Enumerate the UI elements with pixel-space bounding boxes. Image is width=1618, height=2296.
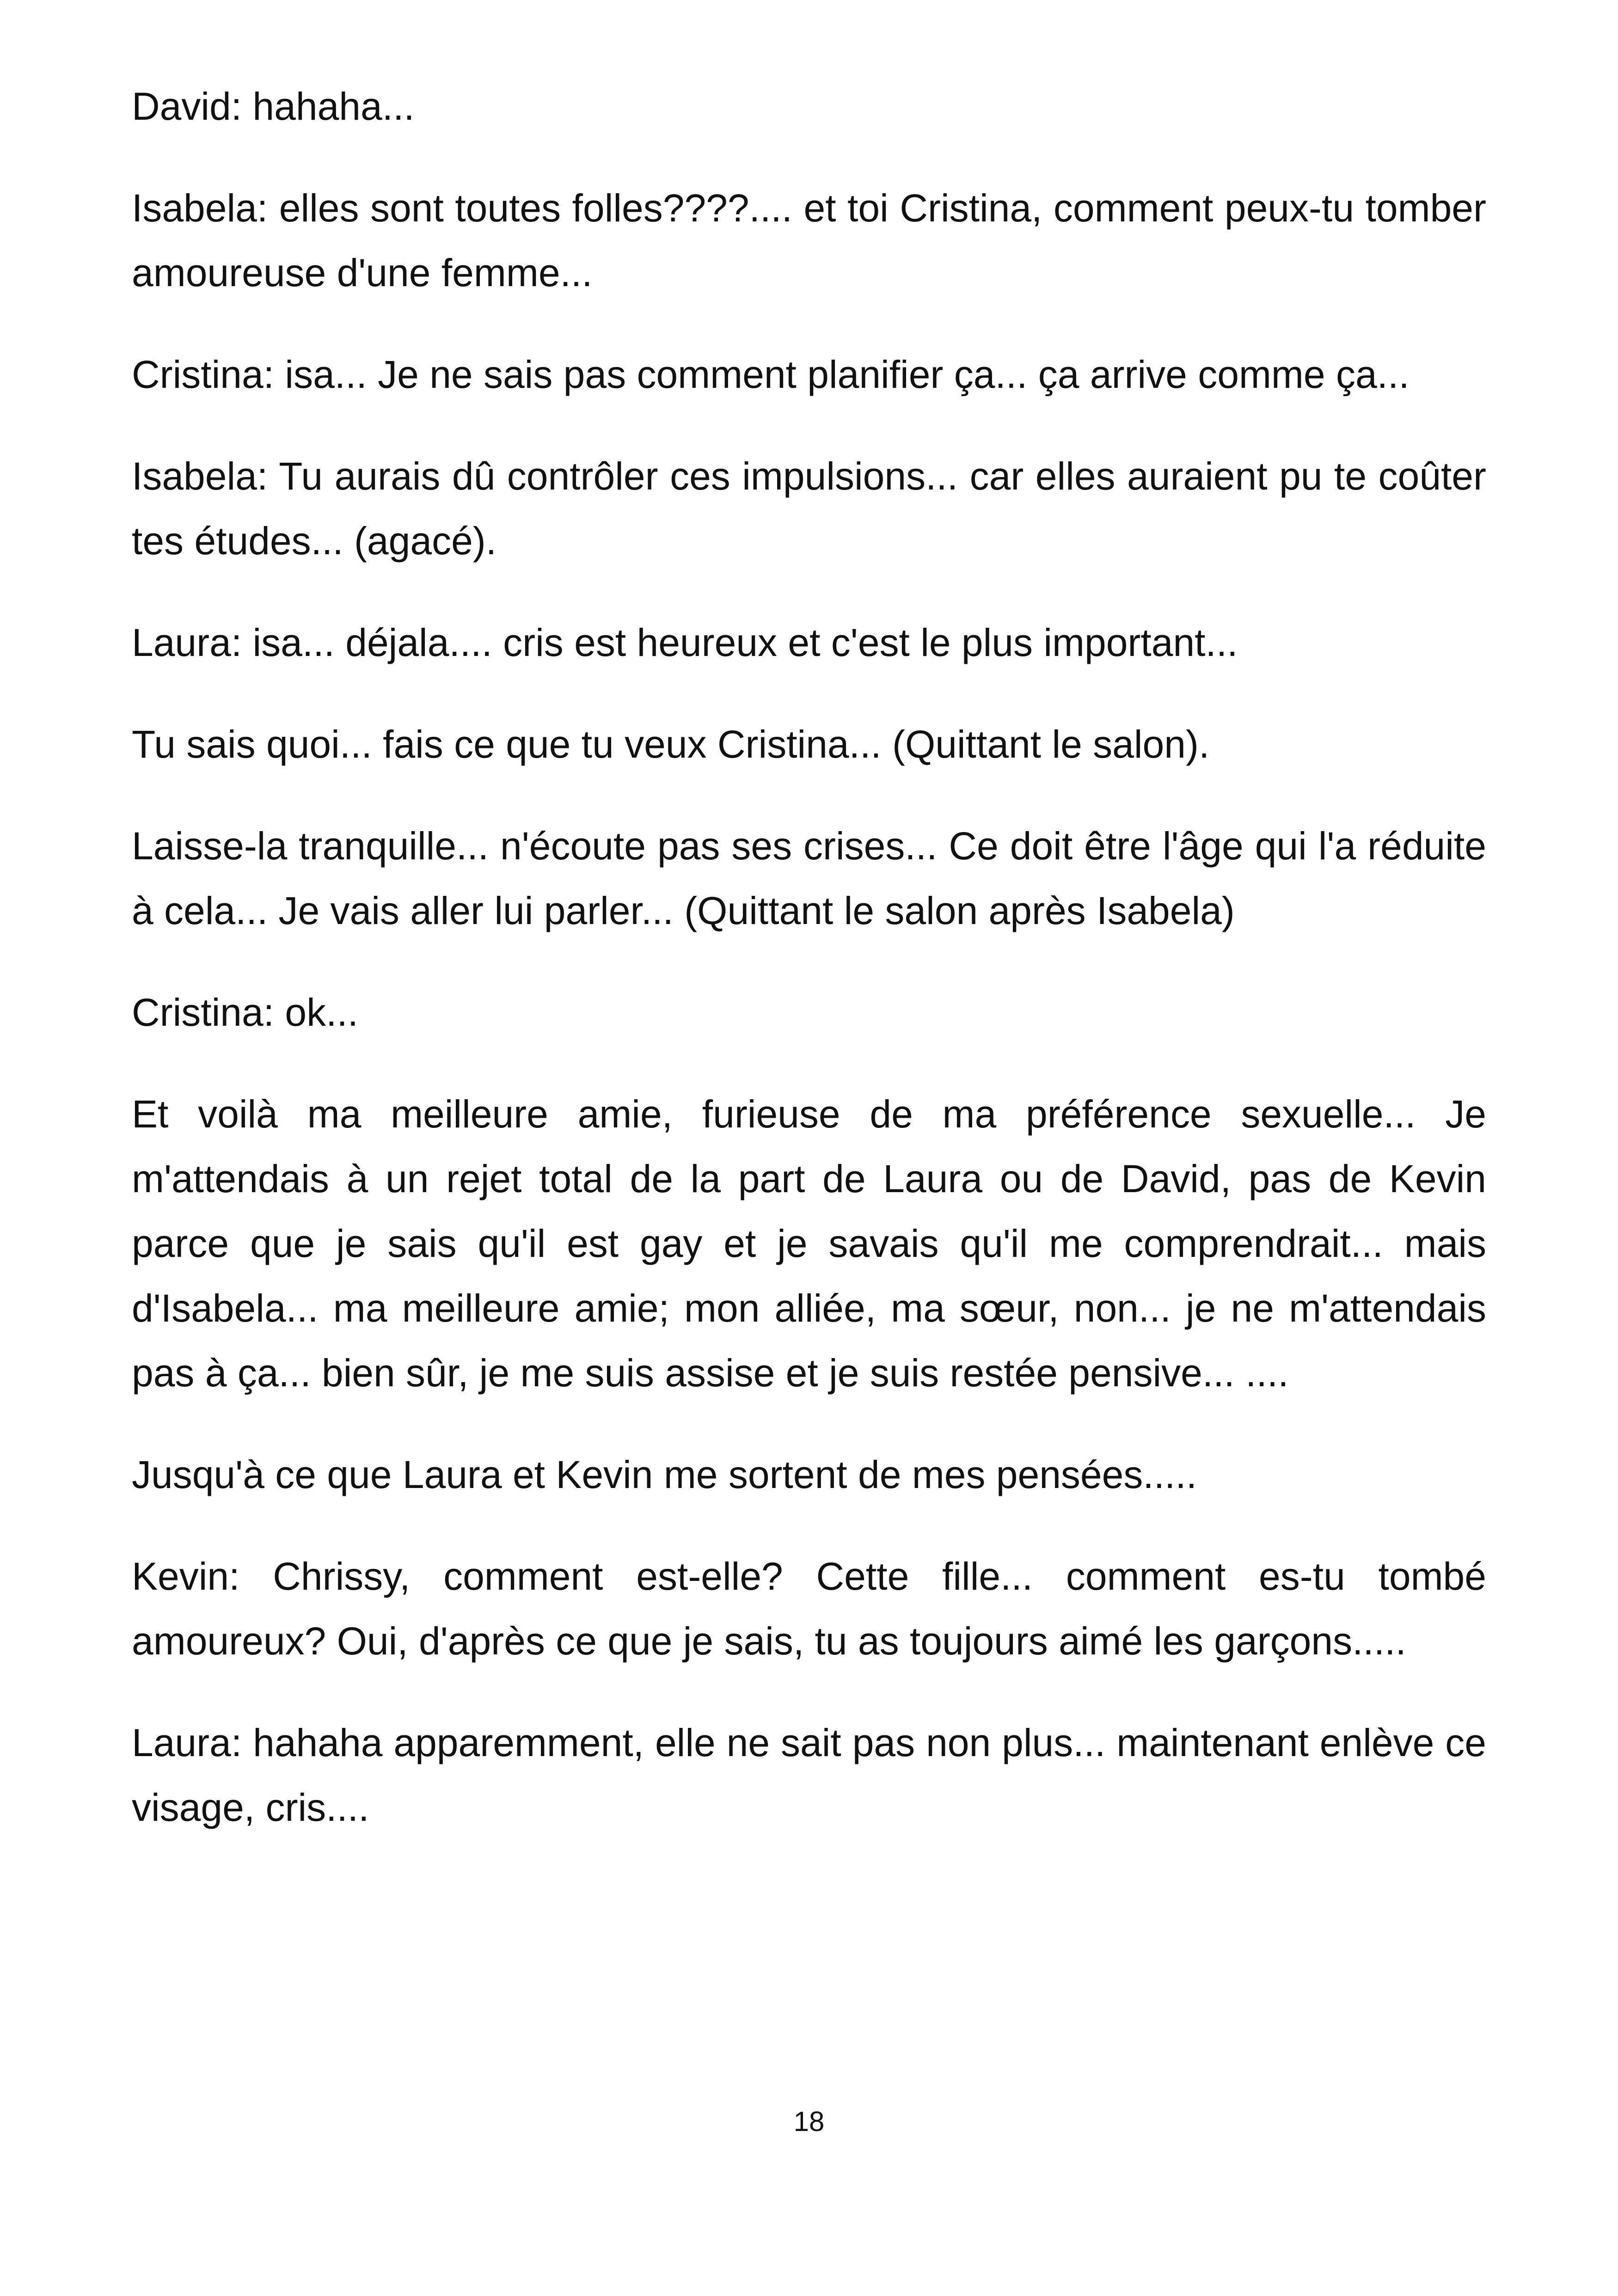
paragraph-laura-2: Laura: hahaha apparemment, elle ne sait pas non plus... maintenant enlève ce visage, cris.... — [132, 1721, 1486, 1829]
paragraph-narration-2: Laisse-la tranquille... n'écoute pas ses crises... Ce doit être l'âge qui l'a réduite à cela... Je vais aller lui parler... (Quittant le salon après Isabela) — [132, 824, 1486, 932]
paragraph-isabela-1: Isabela: elles sont toutes folles????.... et toi Cristina, comment peux-tu tomber amoureuse d'une femme... — [132, 186, 1486, 294]
paragraph-kevin-1: Kevin: Chrissy, comment est-elle? Cette fille... comment es-tu tombé amoureux? Oui, d'après ce que je sais, tu as toujours aimé les garçons..... — [132, 1555, 1486, 1663]
paragraph-narration-3: Et voilà ma meilleure amie, furieuse de ma préférence sexuelle... Je m'attendais à un rejet total de la part de Laura ou de David, pas de Kevin parce que je sais qu'il est gay et je savais qu'il me comprendrait... mais d'Isabela... ma meilleure amie; mon alliée, ma sœur, non... je ne m'attendais pas à ça... bien sûr, je me suis assise et je suis restée pensive... .... — [132, 1092, 1486, 1395]
paragraph-isabela-2: Isabela: Tu aurais dû contrôler ces impulsions... car elles auraient pu te coûter tes études... (agacé). — [132, 454, 1486, 563]
paragraph-cristina-1: Cristina: isa... Je ne sais pas comment planifier ça... ça arrive comme ça... — [132, 353, 1410, 396]
paragraph-narration-4: Jusqu'à ce que Laura et Kevin me sortent de mes pensées..... — [132, 1453, 1197, 1496]
paragraph-david-1: David: hahaha... — [132, 85, 415, 128]
page-number: 18 — [793, 2106, 825, 2137]
paragraph-cristina-2: Cristina: ok... — [132, 991, 359, 1034]
page-body — [132, 74, 1486, 1877]
paragraph-narration-1: Tu sais quoi... fais ce que tu veux Cristina... (Quittant le salon). — [132, 722, 1210, 766]
paragraph-laura-1: Laura: isa... déjala.... cris est heureux et c'est le plus important... — [132, 621, 1238, 664]
